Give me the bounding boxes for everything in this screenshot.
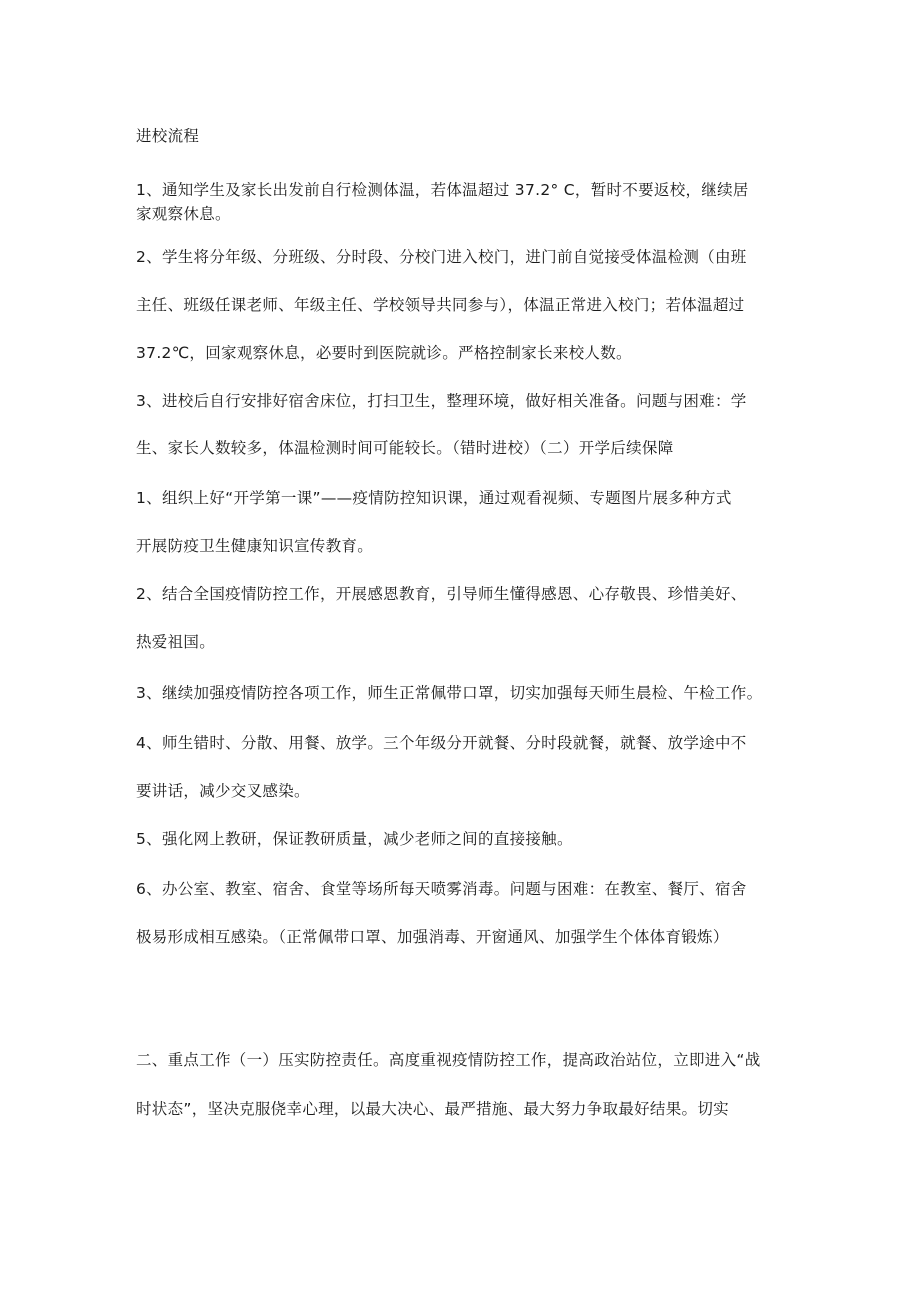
document-title: 进校流程 [136, 127, 200, 145]
text-line: 3、继续加强疫情防控各项工作，师生正常佩带口罩，切实加强每天师生晨检、午检工作。 [136, 684, 763, 702]
text-line: 极易形成相互感染。（正常佩带口罩、加强消毒、开窗通风、加强学生个体体育锻炼） [136, 928, 729, 946]
text-line: 1、组织上好“开学第一课”——疫情防控知识课，通过观看视频、专题图片展多种方式 [136, 489, 732, 507]
text-line: 生、家长人数较多，体温检测时间可能较长。（错时进校）（二）开学后续保障 [136, 439, 674, 457]
text-line: 热爱祖国。 [136, 633, 216, 651]
text-line: 二、重点工作（一）压实防控责任。高度重视疫情防控工作，提高政治站位，立即进入“战 [136, 1051, 761, 1069]
text-line: 主任、班级任课老师、年级主任、学校领导共同参与），体温正常进入校门；若体温超过 [136, 296, 745, 314]
text-line: 3、进校后自行安排好宿舍床位，打扫卫生，整理环境，做好相关准备。问题与困难：学 [136, 392, 747, 410]
text-line: 4、师生错时、分散、用餐、放学。三个年级分开就餐、分时段就餐，就餐、放学途中不 [136, 734, 747, 752]
text-line: 2、结合全国疫情防控工作，开展感恩教育，引导师生懂得感恩、心存敬畏、珍惜美好、 [136, 585, 747, 603]
text-line: 要讲话，减少交叉感染。 [136, 782, 310, 800]
text-line: 2、学生将分年级、分班级、分时段、分校门进入校门，进门前自觉接受体温检测（由班 [136, 248, 747, 266]
text-line: 开展防疫卫生健康知识宣传教育。 [136, 537, 374, 555]
text-line: 1、通知学生及家长出发前自行检测体温，若体温超过 37.2° C，暂时不要返校，继续居 [136, 181, 749, 199]
text-line: 37.2℃，回家观察休息，必要时到医院就诊。严格控制家长来校人数。 [136, 344, 632, 362]
text-line: 6、办公室、教室、宿舍、食堂等场所每天喷雾消毒。问题与困难：在教室、餐厅、宿舍 [136, 880, 747, 898]
text-line: 家观察休息。 [136, 205, 231, 223]
text-line: 时状态”，坚决克服侥幸心理，以最大决心、最严措施、最大努力争取最好结果。切实 [136, 1100, 729, 1118]
text-line: 5、强化网上教研，保证教研质量，减少老师之间的直接接触。 [136, 830, 573, 848]
